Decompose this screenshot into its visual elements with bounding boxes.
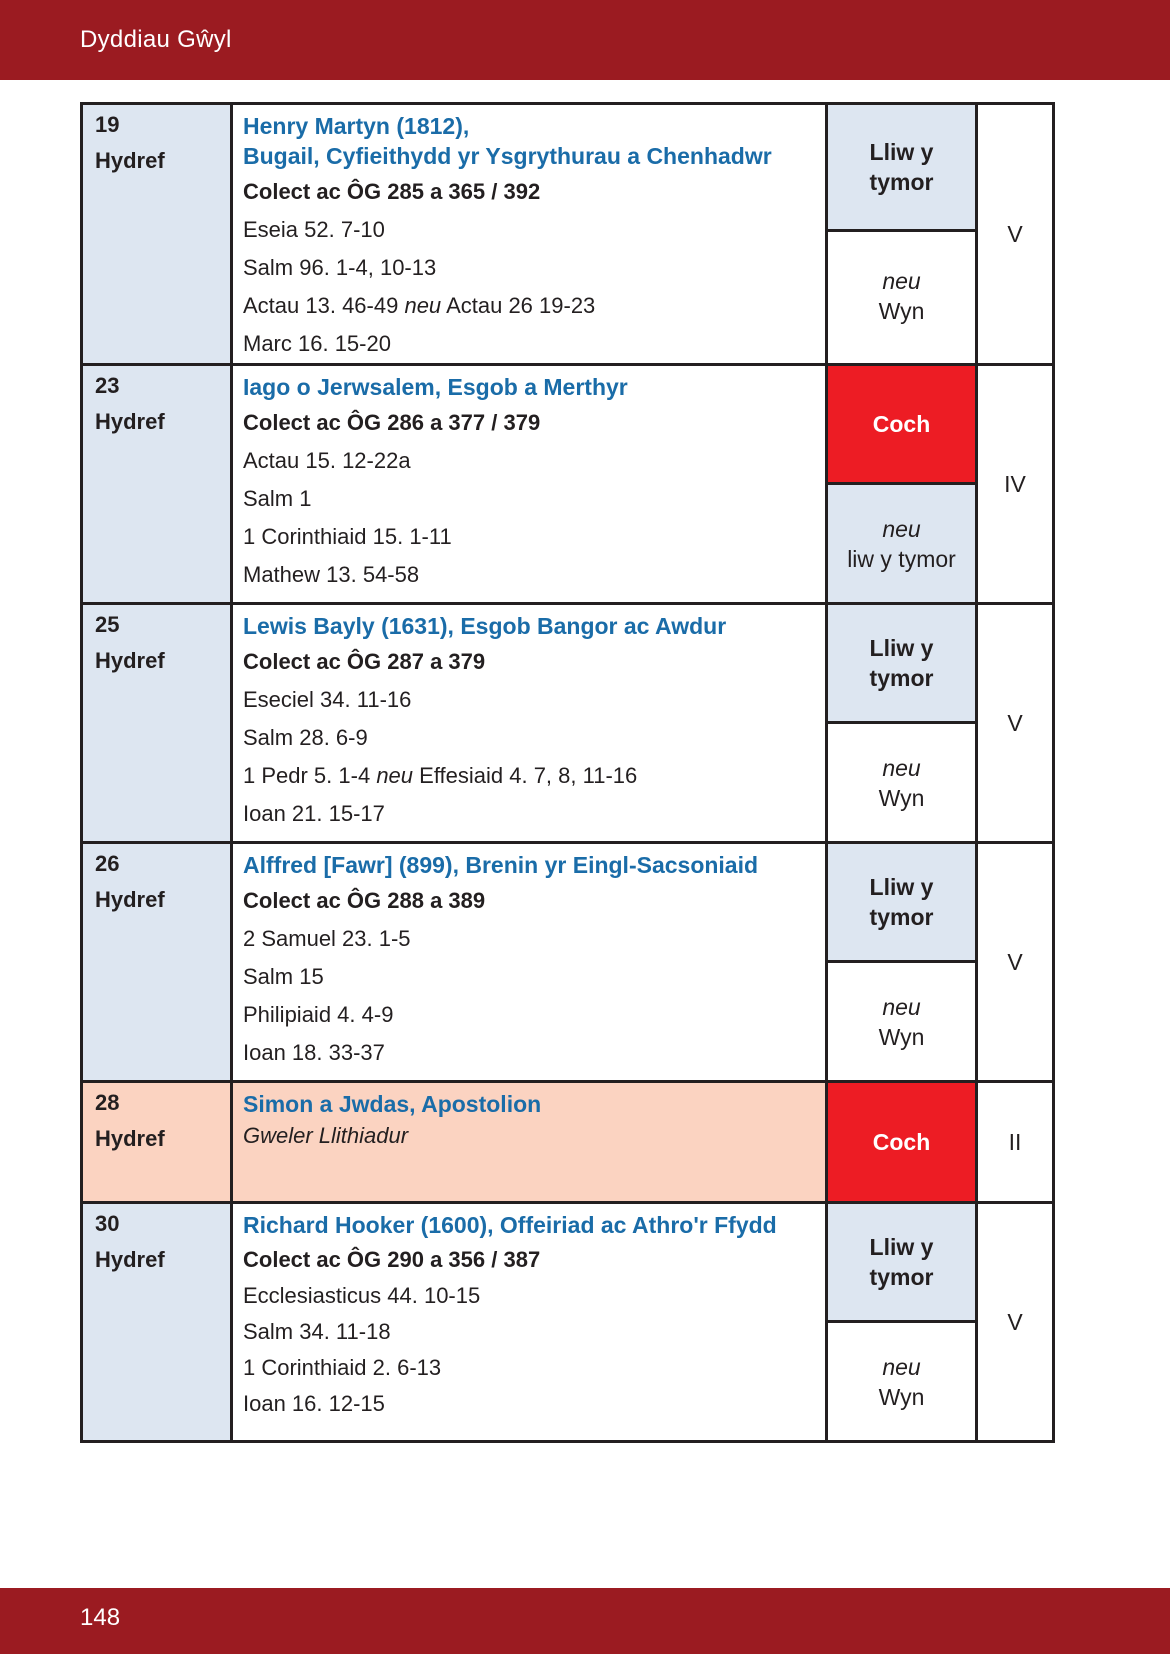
month-name: Hydref <box>95 1247 165 1272</box>
colour-alt-label: Wyn <box>878 1023 925 1050</box>
reading-line: Ioan 16. 12-15 <box>243 1391 385 1416</box>
rank-numeral: V <box>1007 220 1023 247</box>
date-cell <box>82 104 232 365</box>
table-row <box>82 104 1054 365</box>
month-name: Hydref <box>95 409 165 434</box>
commemoration-title: Alffred [Fawr] (899), Brenin yr Eingl-Sacsoniaid <box>243 852 759 878</box>
commemoration-title: Simon a Jwdas, Apostolion <box>243 1091 542 1117</box>
neu-label: neu <box>882 515 921 542</box>
date-cell <box>82 1203 232 1442</box>
reading-line: Eseia 52. 7-10 <box>243 217 385 242</box>
page-number: 148 <box>80 1604 121 1631</box>
commemoration-title: Lewis Bayly (1631), Esgob Bangor ac Awdur <box>243 613 727 639</box>
liturgical-colour-cell <box>827 1203 977 1442</box>
readings-cell <box>232 1082 827 1203</box>
reading-line: Salm 28. 6-9 <box>243 725 368 750</box>
rank-cell <box>977 843 1054 1082</box>
colour-primary-label: Lliw y tymor <box>869 635 934 691</box>
commemoration-title: Henry Martyn (1812), <box>243 113 470 139</box>
liturgical-colour-cell <box>827 604 977 843</box>
rank-numeral: V <box>1007 1308 1023 1335</box>
liturgical-colour-cell <box>827 365 977 604</box>
day-number: 19 <box>95 112 120 137</box>
colour-primary-label: Lliw y tymor <box>869 1234 934 1290</box>
header-bar <box>0 0 1170 80</box>
date-cell <box>82 365 232 604</box>
liturgical-colour-cell <box>827 104 977 365</box>
collect-reference: Colect ac ÔG 285 a 365 / 392 <box>243 179 541 204</box>
day-number: 26 <box>95 851 120 876</box>
see-lectionary-note: Gweler Llithiadur <box>243 1123 409 1148</box>
commemoration-title: Iago o Jerwsalem, Esgob a Merthyr <box>243 374 628 400</box>
colour-primary <box>828 1204 975 1320</box>
running-header: Dyddiau Gŵyl <box>80 26 232 53</box>
neu-label: neu <box>882 754 921 781</box>
readings-cell <box>232 604 827 843</box>
rank-numeral: V <box>1007 709 1023 736</box>
month-name: Hydref <box>95 648 165 673</box>
table-row <box>82 365 1054 604</box>
day-number: 25 <box>95 612 120 637</box>
colour-primary <box>828 605 975 721</box>
colour-primary <box>828 844 975 960</box>
month-name: Hydref <box>95 148 165 173</box>
rank-numeral: II <box>1008 1128 1022 1155</box>
commemoration-title: Bugail, Cyfieithydd yr Ysgrythurau a Chenhadwr <box>243 143 772 169</box>
readings-cell <box>232 1203 827 1442</box>
collect-reference: Colect ac ÔG 286 a 377 / 379 <box>243 410 541 435</box>
day-number: 30 <box>95 1211 120 1236</box>
colour-alternative <box>828 482 975 602</box>
rank-cell <box>977 104 1054 365</box>
table-row <box>82 843 1054 1082</box>
readings-cell <box>232 104 827 365</box>
rank-cell <box>977 604 1054 843</box>
month-name: Hydref <box>95 887 165 912</box>
colour-primary <box>828 366 975 482</box>
reading-line: Ecclesiasticus 44. 10-15 <box>243 1283 481 1308</box>
commemoration-title: Richard Hooker (1600), Offeiriad ac Athro'r Ffydd <box>243 1212 777 1238</box>
reading-line: Salm 1 <box>243 486 312 511</box>
reading-line: Ioan 21. 15-17 <box>243 801 385 826</box>
neu-label: neu <box>882 1353 921 1380</box>
liturgical-colour-cell <box>827 1082 977 1203</box>
colour-primary <box>828 1083 975 1201</box>
reading-line: Eseciel 34. 11-16 <box>243 687 412 712</box>
reading-line: Salm 34. 11-18 <box>243 1319 391 1344</box>
colour-primary-label: Coch <box>872 411 931 437</box>
reading-line: Ioan 18. 33-37 <box>243 1040 385 1065</box>
colour-alt-label: Wyn <box>878 784 925 811</box>
colour-alternative <box>828 1320 975 1440</box>
day-number: 23 <box>95 373 120 398</box>
footer-bar <box>0 1588 1170 1654</box>
reading-line: Actau 15. 12-22a <box>243 448 411 473</box>
colour-alternative <box>828 229 975 360</box>
colour-alternative <box>828 721 975 841</box>
reading-line: Mathew 13. 54-58 <box>243 562 420 587</box>
colour-alt-label: Wyn <box>878 298 925 324</box>
date-cell <box>82 604 232 843</box>
rank-cell <box>977 1203 1054 1442</box>
reading-line: 1 Corinthiaid 15. 1-11 <box>243 524 452 549</box>
collect-reference: Colect ac ÔG 287 a 379 <box>243 649 486 674</box>
colour-alternative <box>828 960 975 1080</box>
reading-line: Actau 13. 46-49 neu Actau 26 19-23 <box>243 293 596 318</box>
table-row <box>82 1082 1054 1203</box>
feast-days-table <box>80 102 1055 1443</box>
rank-cell <box>977 365 1054 604</box>
reading-line: Philipiaid 4. 4-9 <box>243 1002 394 1027</box>
reading-line: 1 Pedr 5. 1-4 neu Effesiaid 4. 7, 8, 11-16 <box>243 763 638 788</box>
day-number: 28 <box>95 1090 120 1115</box>
table-row <box>82 1203 1054 1442</box>
readings-cell <box>232 365 827 604</box>
reading-line: Marc 16. 15-20 <box>243 331 391 356</box>
rank-cell <box>977 1082 1054 1203</box>
reading-line: Salm 15 <box>243 964 324 989</box>
collect-reference: Colect ac ÔG 288 a 389 <box>243 888 486 913</box>
date-cell <box>82 843 232 1082</box>
collect-reference: Colect ac ÔG 290 a 356 / 387 <box>243 1247 541 1272</box>
rank-numeral: IV <box>1004 470 1026 497</box>
reading-line: Salm 96. 1-4, 10-13 <box>243 255 437 280</box>
colour-primary <box>828 105 975 229</box>
reading-line: 2 Samuel 23. 1-5 <box>243 926 411 951</box>
reading-line: 1 Corinthiaid 2. 6-13 <box>243 1355 442 1380</box>
colour-primary-label: Lliw y tymor <box>869 139 934 195</box>
colour-primary-label: Lliw y tymor <box>869 874 934 930</box>
month-name: Hydref <box>95 1126 165 1151</box>
rank-numeral: V <box>1007 948 1023 975</box>
readings-cell <box>232 843 827 1082</box>
table-row <box>82 604 1054 843</box>
date-cell <box>82 1082 232 1203</box>
neu-label: neu <box>882 993 921 1020</box>
liturgical-colour-cell <box>827 843 977 1082</box>
colour-alt-label: Wyn <box>878 1383 925 1410</box>
colour-primary-label: Coch <box>872 1129 931 1155</box>
colour-alt-label: liw y tymor <box>847 545 956 572</box>
neu-label: neu <box>882 268 921 294</box>
